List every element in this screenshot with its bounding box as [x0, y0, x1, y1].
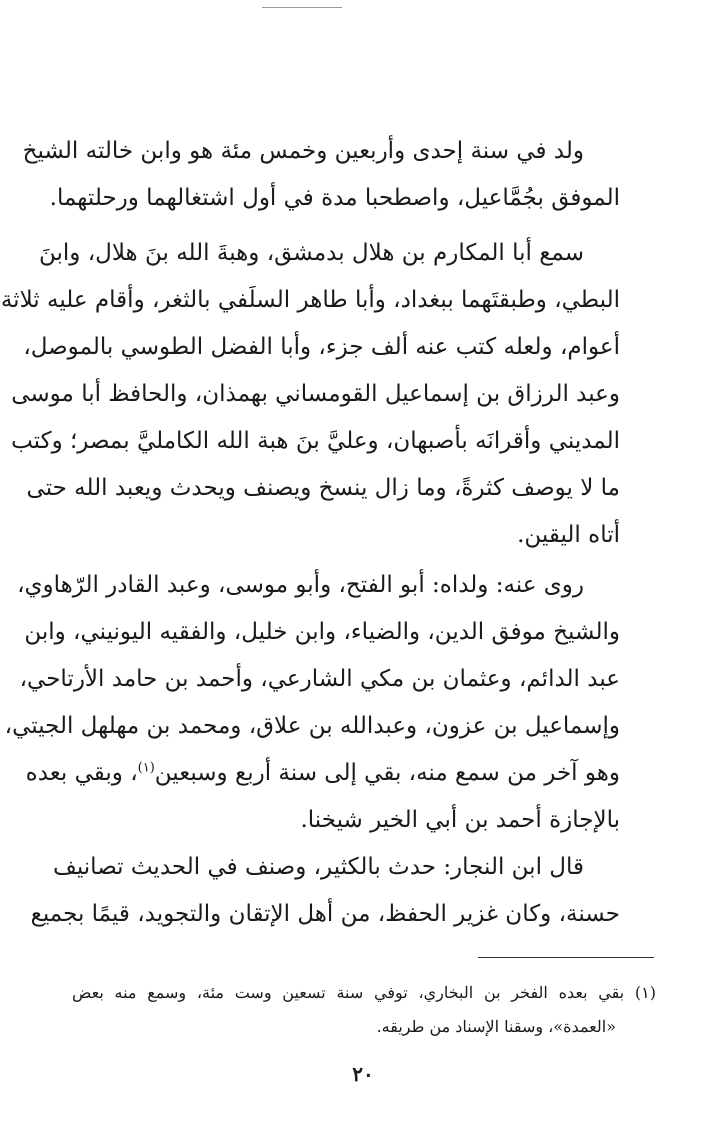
footnote-reference[interactable]: (١) — [137, 760, 155, 776]
header-rule — [262, 7, 342, 8]
footnote-line: «العمدة»، وسقنا الإسناد من طريقه. — [376, 1017, 616, 1036]
text-line: وإسماعيل بن عزون، وعبدالله بن علاق، ومحمد بن مهلهل الجيتي، — [4, 713, 620, 739]
footnote-separator — [478, 957, 654, 958]
text-line: ما لا يوصف كثرةً، وما زال ينسخ ويصنف ويحدث ويعبد الله حتى — [26, 475, 620, 501]
text-line: روى عنه: ولداه: أبو الفتح، وأبو موسى، وعبد القادر الرّهاوي، — [17, 572, 584, 598]
paragraph-students — [4, 562, 656, 844]
text-line: وعبد الرزاق بن إسماعيل القومساني بهمذان، والحافظ أبا موسى — [11, 381, 620, 407]
page-number: ٢٠ — [352, 1062, 374, 1086]
text-line: أتاه اليقين. — [517, 522, 620, 548]
text-segment: وهو آخر من سمع منه، بقي إلى سنة أربع وسبعين — [154, 760, 620, 786]
text-line: عبد الدائم، وعثمان بن مكي الشارعي، وأحمد بن حامد الأرتاحي، — [19, 666, 620, 692]
footnote-line — [72, 976, 656, 1010]
footnote-text: بقي بعده الفخر بن البخاري، توفي سنة تسعين وست مئة، وسمع منه بعض — [72, 983, 625, 1002]
text-line: حسنة، وكان غزير الحفظ، من أهل الإتقان والتجويد، قيمًا بجميع — [30, 901, 620, 927]
text-line: بالإجازة أحمد بن أبي الخير شيخنا. — [300, 807, 620, 833]
paragraph-teachers — [0, 230, 656, 559]
footnote-marker: (١) — [634, 983, 656, 1002]
text-line: قال ابن النجار: حدث بالكثير، وصنف في الحديث تصانيف — [53, 854, 584, 880]
text-segment: ، وبقي بعده — [25, 760, 138, 786]
paragraph-birth — [22, 128, 656, 222]
text-line: ولد في سنة إحدى وأربعين وخمس مئة هو وابن خالته الشيخ — [22, 138, 584, 164]
text-line: والشيخ موفق الدين، والضياء، وابن خليل، والفقيه اليونيني، وابن — [24, 619, 620, 645]
text-line: البطي، وطبقتَهما ببغداد، وأبا طاهر السلَفي بالثغر، وأقام عليه ثلاثة — [0, 287, 620, 313]
text-line: الموفق بجُمَّاعيل، واصطحبا مدة في أول اشتغالهما ورحلتهما. — [49, 185, 620, 211]
text-line-with-ref — [25, 750, 656, 797]
text-line: أعوام، ولعله كتب عنه ألف جزء، وأبا الفضل الطوسي بالموصل، — [23, 334, 620, 360]
text-line: المديني وأقرانَه بأصبهان، وعليَّ بنَ هبة الله الكامليَّ بمصر؛ وكتب — [11, 428, 620, 454]
text-line: سمع أبا المكارم بن هلال بدمشق، وهبةَ الله بنَ هلال، وابنَ — [38, 240, 584, 266]
paragraph-ibn-najjar — [30, 844, 656, 938]
footnote — [72, 976, 656, 1044]
